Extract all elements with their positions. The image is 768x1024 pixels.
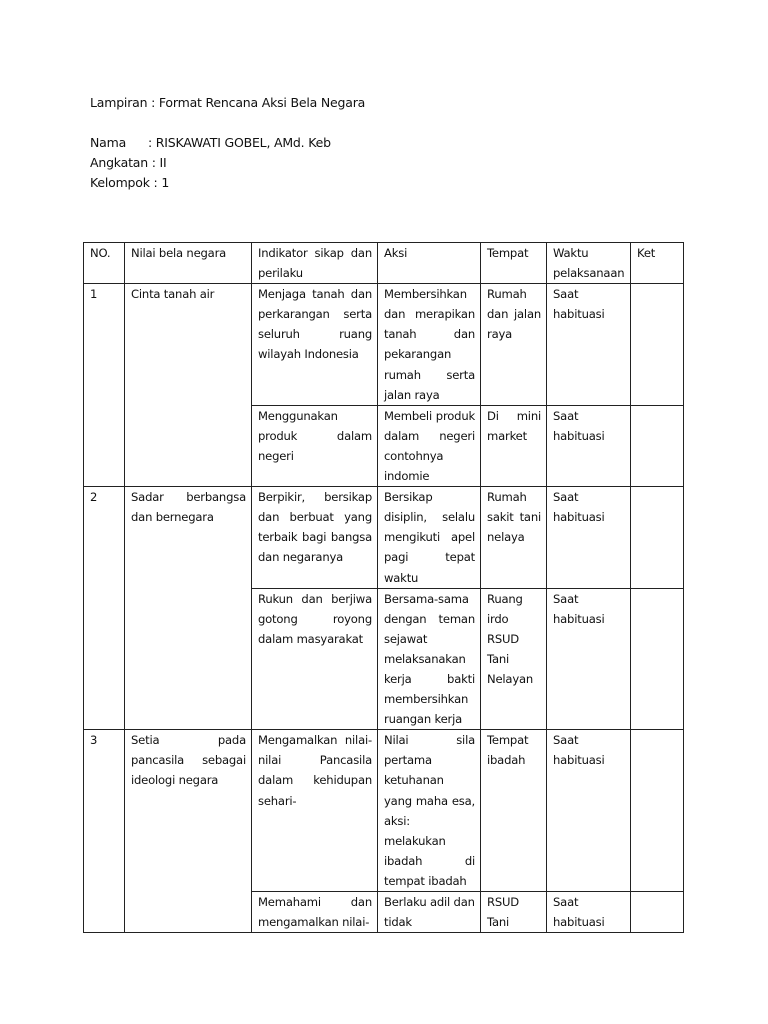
cell-ket (631, 892, 684, 933)
cell-waktu: Saat habituasi (547, 730, 631, 892)
cell-aksi: Berlaku adil dan tidak (378, 892, 481, 933)
cell-indikator: Menjaga tanah dan perkarangan serta seluruh ruang wilayah Indonesia (252, 284, 378, 406)
cell-nilai: Sadar berbangsa dan bernegara (125, 487, 252, 730)
cell-no: 1 (84, 284, 125, 487)
cell-waktu: Saat habituasi (547, 892, 631, 933)
header-waktu: Waktu pelaksanaan (547, 243, 631, 284)
header-spacer (90, 113, 365, 133)
action-plan-table (83, 242, 684, 933)
cell-ket (631, 405, 684, 486)
cell-indikator: Berpikir, bersikap dan berbuat yang terbaik bagi bangsa dan negaranya (252, 487, 378, 588)
nama-value: : RISKAWATI GOBEL, AMd. Keb (148, 135, 331, 150)
table-header-row (84, 243, 684, 284)
cell-indikator: Mengamalkan nilai-nilai Pancasila dalam kehidupan sehari- (252, 730, 378, 892)
header-nilai: Nilai bela negara (125, 243, 252, 284)
cell-indikator: Menggunakan produk dalam negeri (252, 405, 378, 486)
cell-aksi: Bersama-sama dengan teman sejawat melaksanakan kerja bakti membersihkan ruangan kerja (378, 588, 481, 730)
header-ket: Ket (631, 243, 684, 284)
cell-aksi: Nilai sila pertama ketuhanan yang maha esa, aksi: melakukan ibadah di tempat ibadah (378, 730, 481, 892)
header-aksi: Aksi (378, 243, 481, 284)
cell-nilai: Cinta tanah air (125, 284, 252, 487)
cell-ket (631, 730, 684, 892)
cell-tempat: RSUD Tani (481, 892, 547, 933)
cell-aksi: Bersikap disiplin, selalu mengikuti apel pagi tepat waktu (378, 487, 481, 588)
document-header (90, 93, 365, 193)
cell-tempat: Rumah sakit tani nelaya (481, 487, 547, 588)
table-row (84, 284, 684, 406)
cell-ket (631, 588, 684, 730)
cell-waktu: Saat habituasi (547, 405, 631, 486)
cell-indikator: Rukun dan berjiwa gotong royong dalam masyarakat (252, 588, 378, 730)
cell-tempat: Ruang irdo RSUD Tani Nelayan (481, 588, 547, 730)
cell-tempat: Rumah dan jalan raya (481, 284, 547, 406)
nama-label: Nama (90, 135, 127, 150)
cell-aksi: Membeli produk dalam negeri contohnya indomie (378, 405, 481, 486)
table-row (84, 487, 684, 588)
cell-tempat: Di mini market (481, 405, 547, 486)
cell-nilai: Setia pada pancasila sebagai ideologi negara (125, 730, 252, 933)
kelompok-line: Kelompok : 1 (90, 175, 170, 190)
cell-no: 3 (84, 730, 125, 933)
document-title: Lampiran : Format Rencana Aksi Bela Negara (90, 95, 366, 110)
cell-waktu: Saat habituasi (547, 588, 631, 730)
cell-waktu: Saat habituasi (547, 284, 631, 406)
cell-ket (631, 487, 684, 588)
cell-ket (631, 284, 684, 406)
cell-no: 2 (84, 487, 125, 730)
header-no: NO. (84, 243, 125, 284)
table-row (84, 730, 684, 892)
cell-indikator: Memahami dan mengamalkan nilai- (252, 892, 378, 933)
header-tempat: Tempat (481, 243, 547, 284)
cell-aksi: Membersihkan dan merapikan tanah dan pekarangan rumah serta jalan raya (378, 284, 481, 406)
cell-waktu: Saat habituasi (547, 487, 631, 588)
cell-tempat: Tempat ibadah (481, 730, 547, 892)
header-indikator: Indikator sikap dan perilaku (252, 243, 378, 284)
angkatan-line: Angkatan : II (90, 155, 167, 170)
nama-line (90, 133, 365, 153)
